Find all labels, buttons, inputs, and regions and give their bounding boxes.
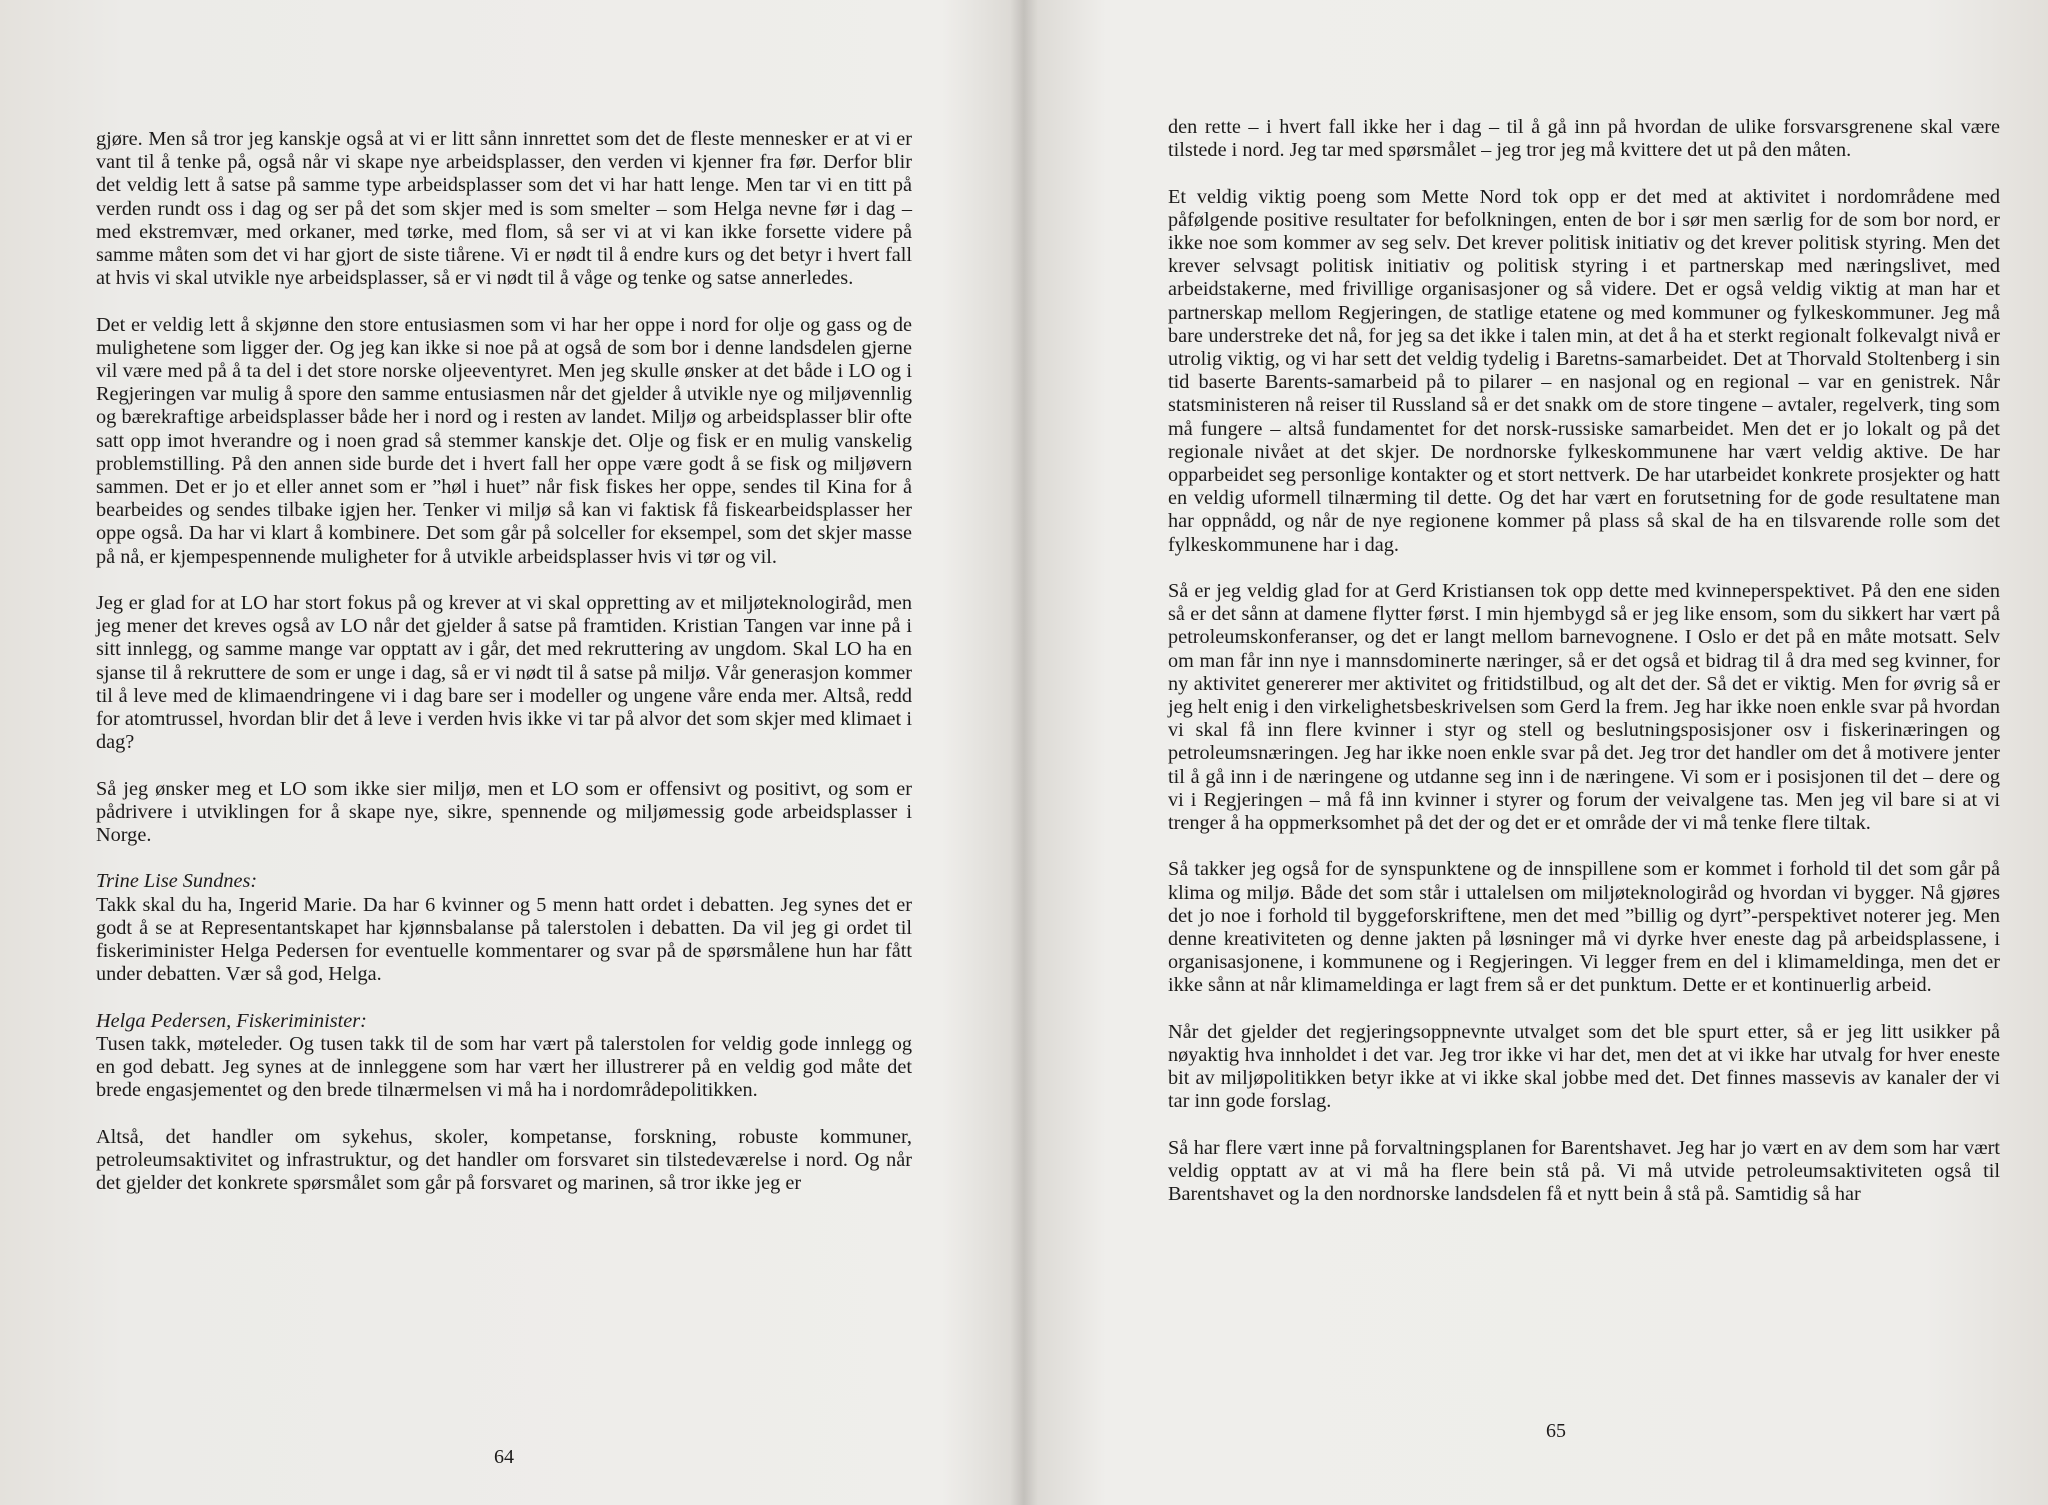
paragraph: Så er jeg veldig glad for at Gerd Kristiansen tok opp dette med kvinneperspektivet. På den ene siden så er det sånn at damene flytter først. I min hjembygd så er jeg like ensom, som du sikkert har vært på petroleumskonferanser, og det er langt mellom barnevognene. I Oslo er det på en måte motsatt. Selv om man får inn nye i mannsdominerte næringer, så er det også et bidrag til å dra med seg kvinner, for ny aktivitet genererer mer aktivitet og fritidstilbud, og alt det der. Så det er viktig. Men for øvrig så er jeg helt enig i den virkelighetsbeskrivelsen som Gerd la frem. Jeg har ikke noen enkle svar på hvordan vi skal få inn flere kvinner i styr og stell og beslutningsposisjoner osv i fiskerinæringen og petroleumsnæringen. Jeg har ikke noen enkle svar på det. Jeg tror det handler om det å motivere jenter til å gå inn i de næringene og utdanne seg inn i de næringene. Vi som er i posisjonen til det – dere og vi i Regjeringen – må få inn kvinner i styrer og forum der veivalgene tas. Men jeg vil bare si at vi trenger å ha oppmerksomhet på det der og det er et område der vi må tenke flere tiltak. xyxy=(1168,580,2000,835)
left-page-text xyxy=(96,128,912,1195)
paragraph: Tusen takk, møteleder. Og tusen takk til de som har vært på talerstolen for veldig gode innlegg og en god debatt. Jeg synes at de innleggene som har vært her illustrerer på en veldig god måte det brede engasjementet og den brede tilnærmelsen vi må ha i nordområdepolitikken. xyxy=(96,1032,912,1102)
right-page xyxy=(1028,0,2048,1505)
paragraph: Jeg er glad for at LO har stort fokus på og krever at vi skal oppretting av et miljøteknologiråd, men jeg mener det kreves også av LO når det gjelder å satse på framtiden. Kristian Tangen var inne på i sitt innlegg, og samme mange var opptatt av i går, det med rekruttering av ungdom. Skal LO ha en sjanse til å rekruttere de som er unge i dag, så er vi nødt til å satse på miljø. Vår generasjon kommer til å leve med de klimaendringene vi i dag bare ser i modeller og ungene våre enda mer. Altså, redd for atomtrussel, hvordan blir det å leve i verden hvis ikke vi tar på alvor det som skjer med klimaet i dag? xyxy=(96,592,912,754)
right-page-text xyxy=(1168,116,2000,1206)
paragraph: den rette – i hvert fall ikke her i dag – til å gå inn på hvordan de ulike forsvarsgrenene skal være tilstede i nord. Jeg tar med spørsmålet – jeg tror jeg må kvittere det ut på den måten. xyxy=(1168,116,2000,162)
speaker-name: Trine Lise Sundnes: xyxy=(96,870,258,893)
paragraph: Så takker jeg også for de synspunktene og de innspillene som er kommet i forhold til det som går på klima og miljø. Både det som står i uttalelsen om miljøteknologiråd og hvordan vi bygger. Nå gjøres det jo noe i forhold til byggeforskriftene, men det med ”billig og dyrt”-perspektivet noterer jeg. Men denne kreativiteten og denne jakten på løsninger må vi dyrke hver eneste dag på arbeidsplassene, i organisasjonene, i kommunene og i Regjeringen. Vi legger frem en del i klimameldinga, men det er ikke sånn at når klimameldinga er lagt frem så er det punktum. Dette er et kontinuerlig arbeid. xyxy=(1168,858,2000,997)
page-number: 65 xyxy=(1546,1420,1566,1442)
speaker-name: Helga Pedersen, Fiskeriminister: xyxy=(96,1009,367,1032)
paragraph: gjøre. Men så tror jeg kanskje også at vi er litt sånn innrettet som det de fleste mennesker er at vi er vant til å tenke på, også når vi skape nye arbeidsplasser, den verden vi kjenner fra før. Derfor blir det veldig lett å satse på samme type arbeidsplasser som det vi har hatt lenge. Men tar vi en titt på verden rundt oss i dag og ser på det som skjer med is som smelter – som Helga nevne før i dag – med ekstremvær, med orkaner, med tørke, med flom, så ser vi at vi kan ikke forsette videre på samme måten som det vi har gjort de siste tiårene. Vi er nødt til å endre kurs og det betyr i hvert fall at hvis vi skal utvikle nye arbeidsplasser, så er vi nødt til å våge og tenke og satse annerledes. xyxy=(96,128,912,290)
paragraph: Altså, det handler om sykehus, skoler, kompetanse, forskning, robuste kommuner, petroleumsaktivitet og infrastruktur, og det handler om forsvaret sin tilstedeværelse i nord. Og når det gjelder det konkrete spørsmålet som går på forsvaret og marinen, så tror ikke jeg er xyxy=(96,1125,912,1195)
page-number: 64 xyxy=(494,1446,514,1468)
paragraph: Så jeg ønsker meg et LO som ikke sier miljø, men et LO som er offensivt og positivt, og som er pådrivere i utviklingen for å skape nye, sikre, spennende og miljømessig gode arbeidsplasser i Norge. xyxy=(96,777,912,847)
left-page xyxy=(0,0,1020,1505)
paragraph: Så har flere vært inne på forvaltningsplanen for Barentshavet. Jeg har jo vært en av dem som har vært veldig opptatt av at vi må ha flere bein stå på. Vi må utvide petroleumsaktiviteten også til Barentshavet og la den nordnorske landsdelen få et nytt bein å stå på. Samtidig så har xyxy=(1168,1136,2000,1206)
paragraph: Takk skal du ha, Ingerid Marie. Da har 6 kvinner og 5 menn hatt ordet i debatten. Jeg synes det er godt å se at Representantskapet har kjønnsbalanse på talerstolen i debatten. Da vil jeg gi ordet til fiskeriminister Helga Pedersen for eventuelle kommentarer og svar på de spørsmålene hun har fått under debatten. Vær så god, Helga. xyxy=(96,893,912,986)
paragraph: Når det gjelder det regjeringsoppnevnte utvalget som det ble spurt etter, så er jeg litt usikker på nøyaktig hva innholdet i det var. Jeg tror ikke vi har det, men det at vi ikke har utvalg for hver eneste bit av miljøpolitikken betyr ikke at vi ikke skal jobbe med det. Det finnes massevis av kanaler der vi tar inn gode forslag. xyxy=(1168,1020,2000,1113)
paragraph: Det er veldig lett å skjønne den store entusiasmen som vi har her oppe i nord for olje og gass og de mulighetene som ligger der. Og jeg kan ikke si noe på at også de som bor i denne landsdelen gjerne vil være med på å ta del i det store norske oljeeventyret. Men jeg skulle ønsker at det både i LO og i Regjeringen var mulig å spore den samme entusiasmen når det gjelder å utvikle nye og miljøvennlig og bærekraftige arbeidsplasser både her i nord og i resten av landet. Miljø og arbeidsplasser blir ofte satt opp imot hverandre og i noen grad så stemmer kanskje det. Olje og fisk er en mulig vanskelig problemstilling. På den annen side burde det i hvert fall her oppe være godt å se fisk og miljøvern sammen. Det er jo et eller annet som er ”høl i huet” når fisk fiskes her oppe, sendes til Kina for å bearbeides og sendes tilbake igjen her. Tenker vi miljø så kan vi faktisk få fiskearbeidsplasser her oppe også. Da har vi klart å kombinere. Det som går på solceller for eksempel, som det skjer masse på nå, er kjempespennende muligheter for å utvikle arbeidsplasser hvis vi tør og vil. xyxy=(96,313,912,568)
paragraph: Et veldig viktig poeng som Mette Nord tok opp er det med at aktivitet i nordområdene med påfølgende positive resultater for befolkningen, enten de bor i sør men særlig for de som bor nord, er ikke noe som kommer av seg selv. Det krever politisk initiativ og det krever politisk styring. Men det krever selvsagt politisk initiativ og politisk styring i et partnerskap med næringslivet, med arbeidstakerne, med frivillige organisasjoner og så videre. Det er også veldig viktig at man har et partnerskap mellom Regjeringen, de statlige etatene og med kommuner og fylkeskommuner. Jeg må bare understreke det nå, for jeg sa det ikke i talen min, at det å ha et sterkt regionalt folkevalgt nivå er utrolig viktig, og vi har sett det veldig tydelig i Baretns-samarbeidet. Det at Thorvald Stoltenberg i sin tid baserte Barents-samarbeid på to pilarer – en nasjonal og en regional – var en genistrek. Når statsministeren nå reiser til Russland så er det snakk om de store tingene – avtaler, regelverk, ting som må fungere – altså fundamentet for det norsk-russiske samarbeidet. Men det er jo lokalt og på det regionale nivået at det skjer. De nordnorske fylkeskommunene har vært veldig aktive. De har opparbeidet seg personlige kontakter og et stort nettverk. De har utarbeidet konkrete prosjekter og hatt en veldig uformell tilnærming til dette. Og det har vært en forutsetning for de gode resultatene man har oppnådd, og når de nye regionene kommer på plass så skal de ha en tilsvarende rolle som det fylkeskommunene har i dag. xyxy=(1168,185,2000,556)
